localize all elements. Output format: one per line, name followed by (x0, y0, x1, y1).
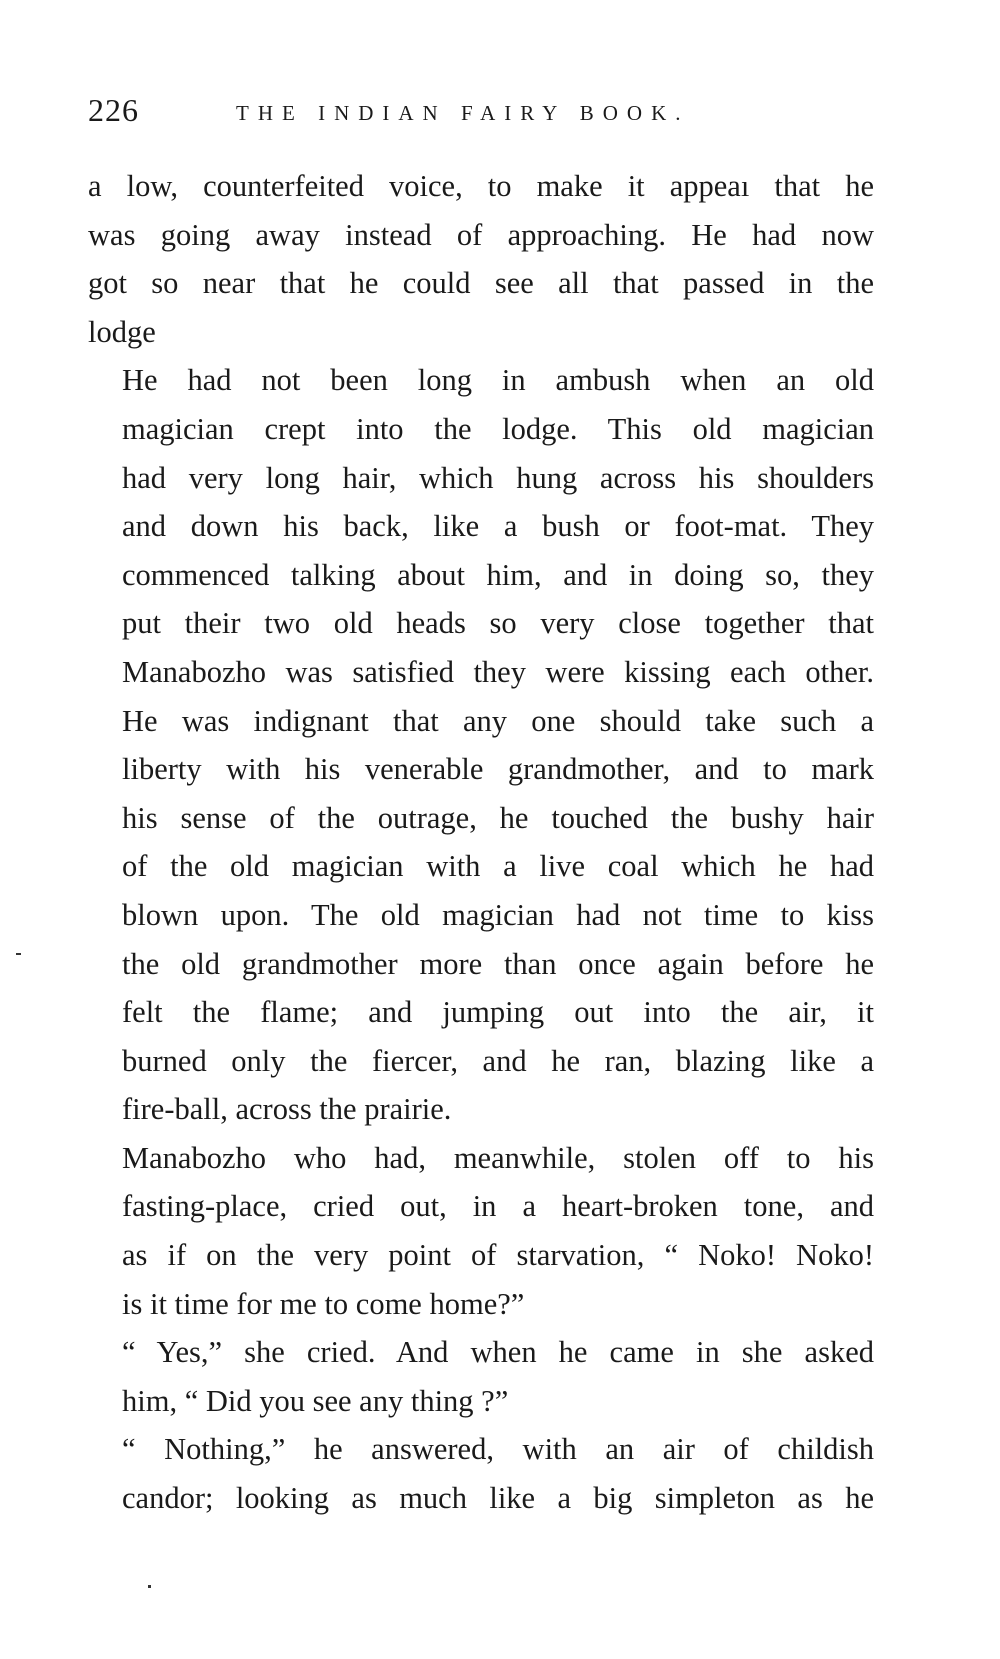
text-line: and down his back, like a bush or foot-mat. They (122, 509, 874, 544)
text-line: a low, counterfeited voice, to make it appeaı that he (88, 169, 874, 203)
paragraph-2 (88, 356, 874, 1134)
text-line: candor; looking as much like a big simpleton as he (122, 1481, 874, 1516)
body-text (88, 162, 874, 1523)
text-line: was going away instead of approaching. He had now (88, 217, 874, 252)
text-line: of the old magician with a live coal which he had (122, 849, 874, 884)
running-title: THE INDIAN FAIRY BOOK. (236, 101, 690, 125)
page-number: 226 (88, 92, 139, 128)
text-line: the old grandmother more than once again before he (122, 946, 874, 981)
text-line: He was indignant that any one should take such a (122, 703, 874, 738)
text-line: He had not been long in ambush when an old (122, 363, 874, 398)
text-line: liberty with his venerable grandmother, and to mark (122, 752, 874, 787)
text-line: is it time for me to come home?” (122, 1286, 525, 1321)
text-line: him, “ Did you see any thing ?” (122, 1383, 509, 1418)
running-head (88, 92, 888, 132)
text-line: magician crept into the lodge. This old magician (122, 411, 874, 446)
text-line: Manabozho who had, meanwhile, stolen off to his (122, 1140, 874, 1175)
margin-speck (16, 953, 21, 955)
text-line: his sense of the outrage, he touched the bushy hair (122, 800, 874, 835)
text-line: put their two old heads so very close together that (122, 606, 874, 641)
text-line: Manabozho was satisfied they were kissing each other. (122, 654, 874, 689)
text-line: felt the flame; and jumping out into the air, it (122, 995, 874, 1030)
paragraph-5 (88, 1425, 874, 1522)
text-line: fire-ball, across the prairie. (122, 1092, 452, 1127)
margin-speck (148, 1585, 151, 1588)
text-line: fasting-place, cried out, in a heart-broken tone, and (122, 1189, 874, 1224)
text-line: had very long hair, which hung across his shoulders (122, 460, 874, 495)
text-line: commenced talking about him, and in doing so, they (122, 557, 874, 592)
text-line: blown upon. The old magician had not time to kiss (122, 897, 874, 932)
text-line: as if on the very point of starvation, “ Noko! Noko! (122, 1238, 874, 1273)
text-line: “ Yes,” she cried. And when he came in she asked (122, 1335, 874, 1370)
paragraph-4 (88, 1328, 874, 1425)
paragraph-3 (88, 1134, 874, 1328)
paragraph-1 (88, 162, 874, 356)
text-line: burned only the fiercer, and he ran, blazing like a (122, 1043, 874, 1078)
text-line: lodge (88, 314, 156, 349)
text-line: got so near that he could see all that passed in the (88, 266, 874, 301)
text-line: “ Nothing,” he answered, with an air of childish (122, 1432, 874, 1467)
